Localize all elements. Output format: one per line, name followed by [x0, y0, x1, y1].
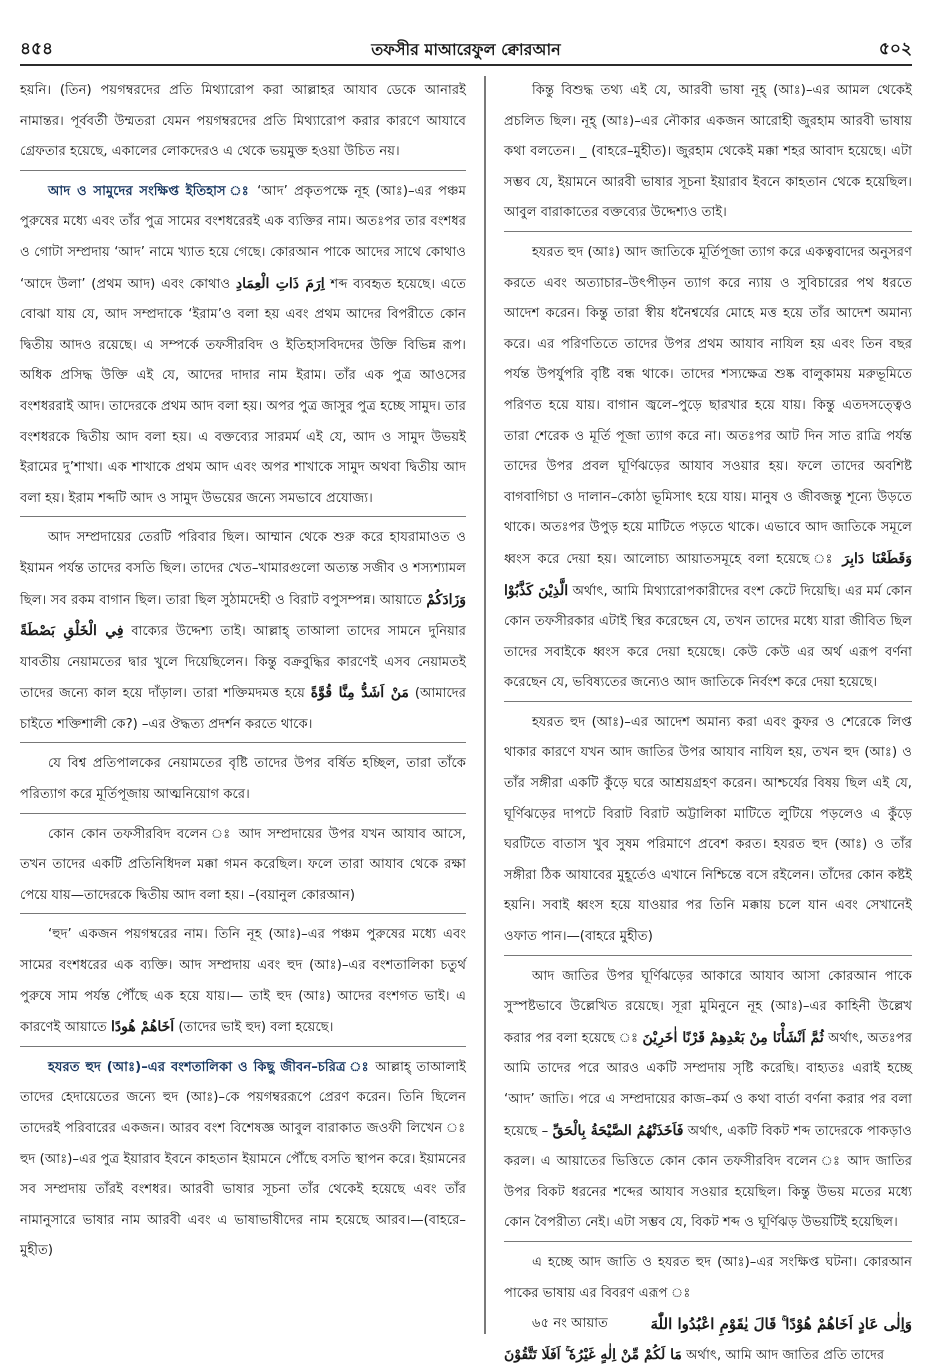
- ayat-number-label: ৬৫ নং আয়াত: [532, 1316, 608, 1332]
- arabic-quote: وَزَادَكُمْ فِي الْخَلْقِ بَصْطَةً: [20, 591, 466, 640]
- left-paragraph-5: কোন কোন তফসীরবিদ বলেন ঃ আদ সম্প্রদায়ের উপর যখন আযাব আসে, তখন তাদের একটি প্রতিনিধিদল মক্কা গমন করেছিল। ফলে তারা আযাব থেকে রক্ষা পেয়ে যায়—তাদেরকে দ্বিতীয় আদ বলা হয়। –(বয়ানুল কোরআন): [20, 826, 466, 903]
- section-heading-aad-samud: আদ ও সামুদের সংক্ষিপ্ত ইতিহাস ঃ: [48, 183, 251, 199]
- book-title: তফসীর মাআরেফুল ক্বোরআন: [371, 39, 561, 59]
- page-header: [20, 36, 912, 66]
- text-run: হযরত হুদ (আঃ) আদ জাতিকে মূর্তিপূজা ত্যাগ করে একত্ববাদের অনুসরণ করতে এবং অত্যাচার–উৎপীড়ন ত্যাগ করে ন্যায় ও সুবিচারের পথ ধরতে আদেশ করেন। কিন্তু তারা স্বীয় ধনৈশ্বর্যের মোহে মত্ত হয়ে তাঁর আদেশ অমান্য করে। এর পরিণতিতে তাদের উপর প্রথম আযাব নাযিল হয় এবং তিন বছর পর্যন্ত উপর্যুপরি বৃষ্টি বন্ধ থাকে। তাদের শস্যক্ষেত্র শুষ্ক বালুকাময় মরুভূমিতে পরিণত হয়ে যায়। বাগান জ্বলে–পুড়ে ছারখার হয়ে যায়। কিন্তু এতদসত্ত্বেও তারা শেরেক ও মূর্তি পূজা ত্যাগ করে না। অতঃপর আট দিন সাত রাত্রি পর্যন্ত তাদের উপর প্রবল ঘূর্ণিঝড়ের আযাব সওয়ার হয়। ফলে তাদের অবশিষ্ট বাগবাগিচা ও দালান–কোঠা ভূমিসাৎ হয়ে যায়। মানুষ ও জীবজন্তু শূন্যে উড়তে থাকে। অতঃপর উপুড় হয়ে মাটিতে পড়তে থাকে। এভাবে আদ জাতিকে সমূলে ধ্বংস করে দেয়া হয়। আলোচ্য আয়াতসমূহে বলা হয়েছে ঃ: [504, 244, 912, 567]
- right-page-number: ৫০২: [878, 39, 912, 59]
- right-paragraph-3: হযরত হুদ (আঃ)–এর আদেশ অমান্য করা এবং কুফর ও শেরেকে লিপ্ত থাকার কারণে যখন আদ জাতির উপর আযাব নাযিল হয়, তখন হুদ (আঃ) ও তাঁর সঙ্গীরা একটি কুঁড়ে ঘরে আশ্রয়গ্রহণ করেন। আশ্চর্যের বিষয় ছিল এই যে, ঘূর্ণিঝড়ের দাপটে বিরাট বিরাট অট্টালিকা মাটিতে লুটিয়ে পড়লেও এ কুঁড়ে ঘরটিতে বাতাস খুব সুষম পরিমাণে প্রবেশ করত। হযরত হুদ (আঃ) ও তাঁর সঙ্গীরা ঠিক আযাবের মুহূর্তেও এখানে নিশ্চিন্তে বসে রইলেন। তাঁদের কোন কষ্টই হয়নি। সবাই ধ্বংস হয়ে যাওয়ার পর তিনি মক্কায় চলে যান এবং সেখানেই ওফাত পান।—(বাহরে মুহীত): [504, 714, 912, 945]
- text-run: ‘আদ’ প্রকৃতপক্ষে নূহ (আঃ)–এর পঞ্চম পুরুষের মধ্যে এবং তাঁর পুত্র সামের বংশধরেরই এক ব্যক্তির নাম। অতঃপর তার বংশধর ও গোটা সম্প্রদায় ‘আদ’ নামে খ্যাত হয়ে গেছে। কোরআন পাকে আদের সাথে কোথাও ‘আদে উলা’ (প্রথম আদ) এবং কোথাও: [20, 183, 466, 292]
- section-divider: [20, 742, 466, 743]
- arabic-quote: ثُمَّ اَنْشَأْنَا مِنْ بَعْدِهِمْ قَرْنًا اٰخَرِيْنَ: [642, 1029, 824, 1046]
- left-page-number: ৪৫৪: [20, 39, 54, 59]
- arabic-quote: وَقَطَعْنَا دَابِرَ الَّذِيْنَ كَذَّبُوْا: [504, 550, 912, 599]
- right-paragraph-1: কিন্তু বিশুদ্ধ তথ্য এই যে, আরবী ভাষা নূহ্ (আঃ)–এর আমল থেকেই প্রচলিত ছিল। নূহ্ (আঃ)–এর নৌকার একজন আরোহী জুরহাম আরবী ভাষায় কথা বলতেন। _ (বাহরে–মুহীত)। জুরহাম থেকেই মক্কা শহর আবাদ হয়েছে। এটা সম্ভব যে, ইয়ামনে আরবী ভাষার সূচনা ইয়ারাব ইবনে কাহতান থেকে হয়েছিল। আবুল বারাকাতের বক্তব্যের উদ্দেশ্যও তাই।: [504, 83, 912, 221]
- section-divider: [20, 1046, 466, 1047]
- ayat-arabic-text: وَاِلٰى عَادٍ اَخَاهُمْ هُوْدًا ۚ قَالَ يٰقَوْمِ اعْبُدُوا اللّٰهَ: [650, 1315, 912, 1334]
- text-run: (আমাদের চাইতে শক্তিশালী কে?) –এর ঔদ্ধত্য প্রদর্শন করতে থাকে।: [20, 686, 466, 732]
- left-column: [20, 76, 484, 1334]
- text-columns: [20, 76, 912, 1363]
- section-divider: [20, 516, 466, 517]
- text-run: অর্থাৎ, আমি মিথ্যারোপকারীদের বংশ কেটে দিয়েছি। এর মর্ম কোন কোন তফসীরকার এটাই স্থির করেছেন যে, তখন তাদের মধ্যে যারা জীবিত ছিল তাদের সবাইকে ধ্বংস করে দেয়া হয়েছে। কেউ কেউ এর অর্থ এরূপ বর্ণনা করেছেন যে, ভবিষ্যতের জন্যেও আদ জাতিকে নির্বংশ করে দেয়া হয়েছে।: [504, 583, 912, 691]
- text-run: শব্দ ব্যবহৃত হয়েছে। এতে বোঝা যায় যে, আদ সম্প্রদাকে ‘ইরাম’ও বলা হয় এবং প্রথম আদের বিপরীতে কোন দ্বিতীয় আদও রয়েছে। এ সম্পর্কে তফসীরবিদ ও ইতিহাসবিদদের উক্তি বিভিন্ন রূপ। অধিক প্রসিদ্ধ উক্তি এই যে, আদের দাদার নাম ইরাম। তাঁর এক পুত্র আওসের বংশধররাই আদ। তাদেরকে প্রথম আদ বলা হয়। অপর পুত্র জাসুর পুত্র হচ্ছে সামুদ। তার বংশধরকে দ্বিতীয় আদ বলা হয়। এ বক্তব্যের সারমর্ম এই যে, আদ ও সামুদ উভয়ই ইরামের দু’শাখা। এক শাখাকে প্রথম আদ এবং অপর শাখাকে সামুদ অথবা দ্বিতীয় আদ বলা হয়। ইরাম শব্দটি আদ ও সামুদ উভয়ের জন্যে সমভাবে প্রযোজ্য।: [20, 276, 466, 506]
- left-paragraph-6: [20, 920, 466, 1043]
- section-divider: [504, 701, 912, 702]
- arabic-quote: اَخَاهُمْ هُودًا: [111, 1019, 175, 1036]
- right-column: [486, 76, 912, 1363]
- left-paragraph-1: হয়নি। (তিন) পয়গম্বরদের প্রতি মিথ্যারোপ করা আল্লাহর আযাব ডেকে আনারই নামান্তর। পূর্ববর্তী উম্মতরা যেমন পয়গম্বরদের প্রতি মিথ্যারোপ করার কারণে আযাবে গ্রেফতার হয়েছে, একালের লোকদেরও এ থেকে ভয়মুক্ত হওয়া উচিত নয়।: [20, 83, 466, 160]
- text-run: অর্থাৎ, আমি আদ জাতির প্রতি তাদের: [686, 1347, 885, 1363]
- text-run: অর্থাৎ, একটি বিকট শব্দ তাদেরকে পাকড়াও করল। এ আয়াতের ভিত্তিতে কোন কোন তফসীরবিদ বলেন ঃ আদ জাতির উপর বিকট ধরনের শব্দের আযাব সওয়ার হয়েছিল। কিন্তু উভয় মতের মধ্যে কোন বৈপরীত্য নেই। এটা সম্ভব যে, বিকট শব্দ ও ঘূর্ণিঝড় উভয়টিই হয়েছিল।: [504, 1123, 912, 1231]
- text-run: অর্থাৎ, অতঃপর আমি তাদের পরে আরও একটি সম্প্রদায় সৃষ্টি করেছি। বাহ্যতঃ এরাই হচ্ছে ‘আদ’ জাতি। পরে এ সম্প্রদায়ের কাজ–কর্ম ও কথা বার্তা বর্ণনা করার পর বলা হয়েছে –: [504, 1030, 912, 1139]
- left-paragraph-4: যে বিশ্ব প্রতিপালকের নেয়ামতের বৃষ্টি তাদের উপর বর্ষিত হচ্ছিল, তারা তাঁকে পরিত্যাগ করে মূর্তিপূজায় আত্মনিয়োগ করে।: [20, 756, 466, 803]
- section-divider: [504, 955, 912, 956]
- left-paragraph-3: [20, 523, 466, 740]
- right-paragraph-2: [504, 238, 912, 699]
- section-divider: [504, 1241, 912, 1242]
- section-divider: [20, 913, 466, 914]
- section-divider: [20, 813, 466, 814]
- section-heading-hud-lineage: হযরত হুদ (আঃ)–এর বংশতালিকা ও কিছু জীবন–চরিত্র ঃ: [48, 1059, 370, 1075]
- arabic-quote: مَا لَكُمْ مِّنْ اِلٰهٍ غَيْرُهٗ ۚ اَفَلَا تَتَّقُوْنَ: [504, 1346, 682, 1363]
- text-run: আদ জাতির উপর ঘূর্ণিঝড়ের আকারে আযাব আসা কোরআন পাকে সুস্পষ্টভাবে উল্লেখিত রয়েছে। সূরা মুমিনুনে নূহ (আঃ)–এর কাহিনী উল্লেখ করার পর বলা হয়েছে ঃ: [504, 968, 912, 1046]
- arabic-quote: مَنْ اَشَدُّ مِنَّا قُوَّةً: [310, 685, 409, 702]
- text-run: বাক্যের উদ্দেশ্য তাই। আল্লাহ্ তাআলা তাদের সামনে দুনিয়ার যাবতীয় নেয়ামতের দ্বার খুলে দিয়েছিলেন। কিন্তু বক্রবুদ্ধির কারণেই এসব নেয়ামতই তাদের জন্যে কাল হয়ে দাঁড়াল। তারা শক্তিমদমত্ত হয়ে: [20, 624, 467, 702]
- section-divider: [504, 231, 912, 232]
- section-divider: [20, 170, 466, 171]
- arabic-quote: اِرَمَ ذَاتِ الْعِمَادِ: [235, 275, 325, 292]
- text-run: (তাদের ভাই হুদ) বলা হয়েছে।: [178, 1020, 334, 1036]
- ayat-line: [504, 1309, 912, 1340]
- right-paragraph-5: এ হচ্ছে আদ জাতি ও হযরত হুদ (আঃ)–এর সংক্ষিপ্ত ঘটনা। কোরআন পাকের ভাষায় এর বিবরণ এরূপ ঃ: [504, 1254, 912, 1301]
- left-paragraph-2: [20, 177, 466, 515]
- text-run: ‘হুদ’ একজন পয়গম্বরের নাম। তিনি নূহ (আঃ)–এর পঞ্চম পুরুষের মধ্যে এবং সামের বংশধরের এক ব্যক্তি। আদ সম্প্রদায় এবং হুদ (আঃ)–এর বংশতালিকা চতুর্থ পুরুষে সাম পর্যন্ত পৌঁছে এক হয়ে যায়।— তাই হুদ (আঃ) আদের বংশগত ভাই। এ কারণেই আয়াতে: [20, 927, 466, 1036]
- left-paragraph-7: [20, 1053, 466, 1267]
- text-run: আদ সম্প্রদায়ের তেরটি পরিবার ছিল। আম্মান থেকে শুরু করে হাযরামাওত ও ইয়ামন পর্যন্ত তাদের বসতি ছিল। তাদের খেত–খামারগুলো অত্যন্ত সজীব ও শস্যশ্যামল ছিল। সব রকম বাগান ছিল। তারা ছিল সুঠামদেহী ও বিরাট বপুসম্পন্ন। আয়াতে: [20, 530, 466, 608]
- arabic-quote: فَاَخَذَتْهُمُ الصَّيْحَةُ بِالْحَقِّ: [552, 1122, 684, 1139]
- right-paragraph-4: [504, 962, 912, 1239]
- text-run: আল্লাহ্ তাআলাই তাদের হেদায়েতের জন্যে হুদ (আঃ)–কে পয়গম্বররূপে প্রেরণ করেন। তিনি ছিলেন তাদেরই পরিবারের একজন। আরব বংশ বিশেষজ্ঞ আবুল বারাকাত জওফী লিখেন ঃ হুদ (আঃ)–এর পুত্র ইয়ারাব ইবনে কাহতান ইয়ামনে পৌঁছে বসতি স্থাপন করে। ইয়ামনের সব সম্প্রদায় তাঁরই বংশধর। আরবী ভাষার সূচনা তাঁর থেকেই হয়েছে এবং তাঁর নামানুসারে ভাষার নাম আরবী এবং এ ভাষাভাষীদের নাম হয়েছে আরব।—(বাহরে–মুহীত): [20, 1059, 466, 1259]
- right-last-line: [504, 1340, 912, 1371]
